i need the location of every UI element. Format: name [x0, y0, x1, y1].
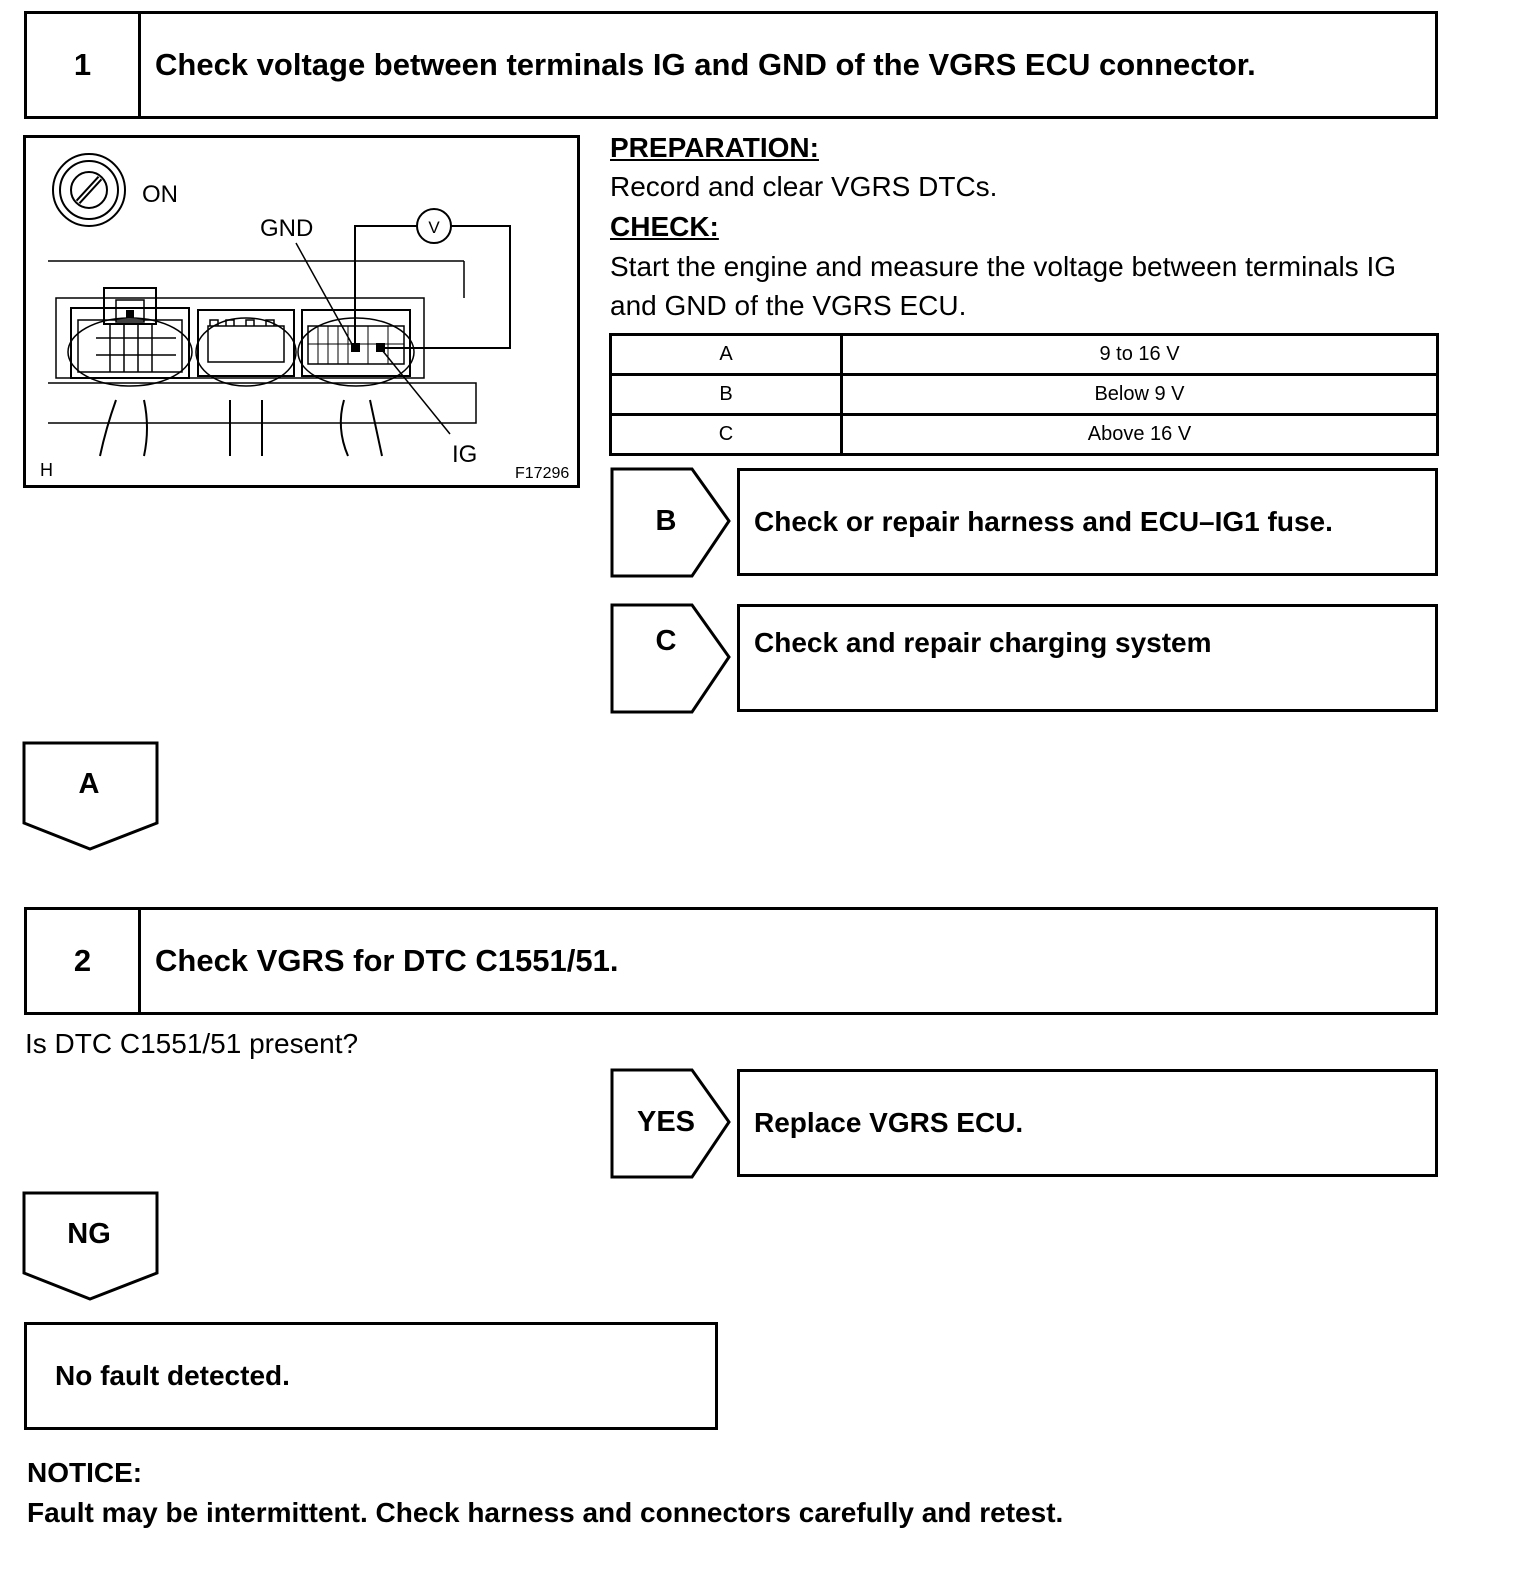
branch-b-tag: B — [655, 505, 677, 537]
step2-number: 2 — [27, 910, 141, 1012]
result-code: B — [611, 375, 842, 415]
branch-yes-tag: YES — [636, 1106, 696, 1138]
branch-c-box — [737, 604, 1438, 712]
step1-header — [24, 11, 1438, 119]
corner-label: H — [40, 460, 53, 480]
table-row — [611, 335, 1438, 375]
branch-c-tag: C — [655, 625, 677, 657]
result-value: Above 16 V — [842, 415, 1438, 455]
connector-figure — [23, 135, 580, 488]
connector-diagram — [26, 138, 577, 485]
step2-title: Check VGRS for DTC C1551/51. — [155, 943, 619, 978]
result-value: Below 9 V — [842, 375, 1438, 415]
result-table — [609, 333, 1439, 456]
branch-yes-action: Replace VGRS ECU. — [754, 1107, 1024, 1138]
table-row — [611, 415, 1438, 455]
check-heading: CHECK: — [610, 211, 719, 242]
step1-title: Check voltage between terminals IG and GND of the VGRS ECU connector. — [155, 47, 1256, 82]
switch-label: ON — [142, 181, 178, 208]
figure-id: F17296 — [515, 465, 570, 482]
notice-text: Fault may be intermittent. Check harness and connectors carefully and retest. — [27, 1497, 1064, 1528]
meter-label: V — [428, 218, 440, 237]
result-code: C — [611, 415, 842, 455]
branch-a-tag: A — [78, 768, 100, 800]
preparation-text: Record and clear VGRS DTCs. — [610, 171, 998, 202]
result-text: No fault detected. — [55, 1360, 290, 1391]
result-code: A — [611, 335, 842, 375]
connector-1 — [68, 288, 192, 456]
notice-heading: NOTICE: — [27, 1457, 143, 1488]
branch-b-action: Check or repair harness and ECU–IG1 fuse. — [754, 506, 1333, 537]
branch-b-box — [737, 468, 1438, 576]
preparation-heading: PREPARATION: — [610, 132, 819, 163]
check-text-line1: Start the engine and measure the voltage between terminals IG — [610, 251, 1397, 282]
ignition-switch-icon — [53, 154, 125, 226]
step2-question: Is DTC C1551/51 present? — [25, 1028, 359, 1059]
branch-ng-tag: NG — [67, 1218, 111, 1250]
check-text-line2: and GND of the VGRS ECU. — [610, 290, 967, 321]
step1-number: 1 — [27, 14, 141, 116]
gnd-label: GND — [260, 215, 314, 242]
ig-label: IG — [452, 441, 478, 468]
table-row — [611, 375, 1438, 415]
result-value: 9 to 16 V — [842, 335, 1438, 375]
branch-c-action: Check and repair charging system — [754, 627, 1212, 658]
step2-header — [24, 907, 1438, 1015]
result-box — [24, 1322, 718, 1430]
branch-yes-box — [737, 1069, 1438, 1177]
branch-c-arrow — [610, 603, 732, 715]
